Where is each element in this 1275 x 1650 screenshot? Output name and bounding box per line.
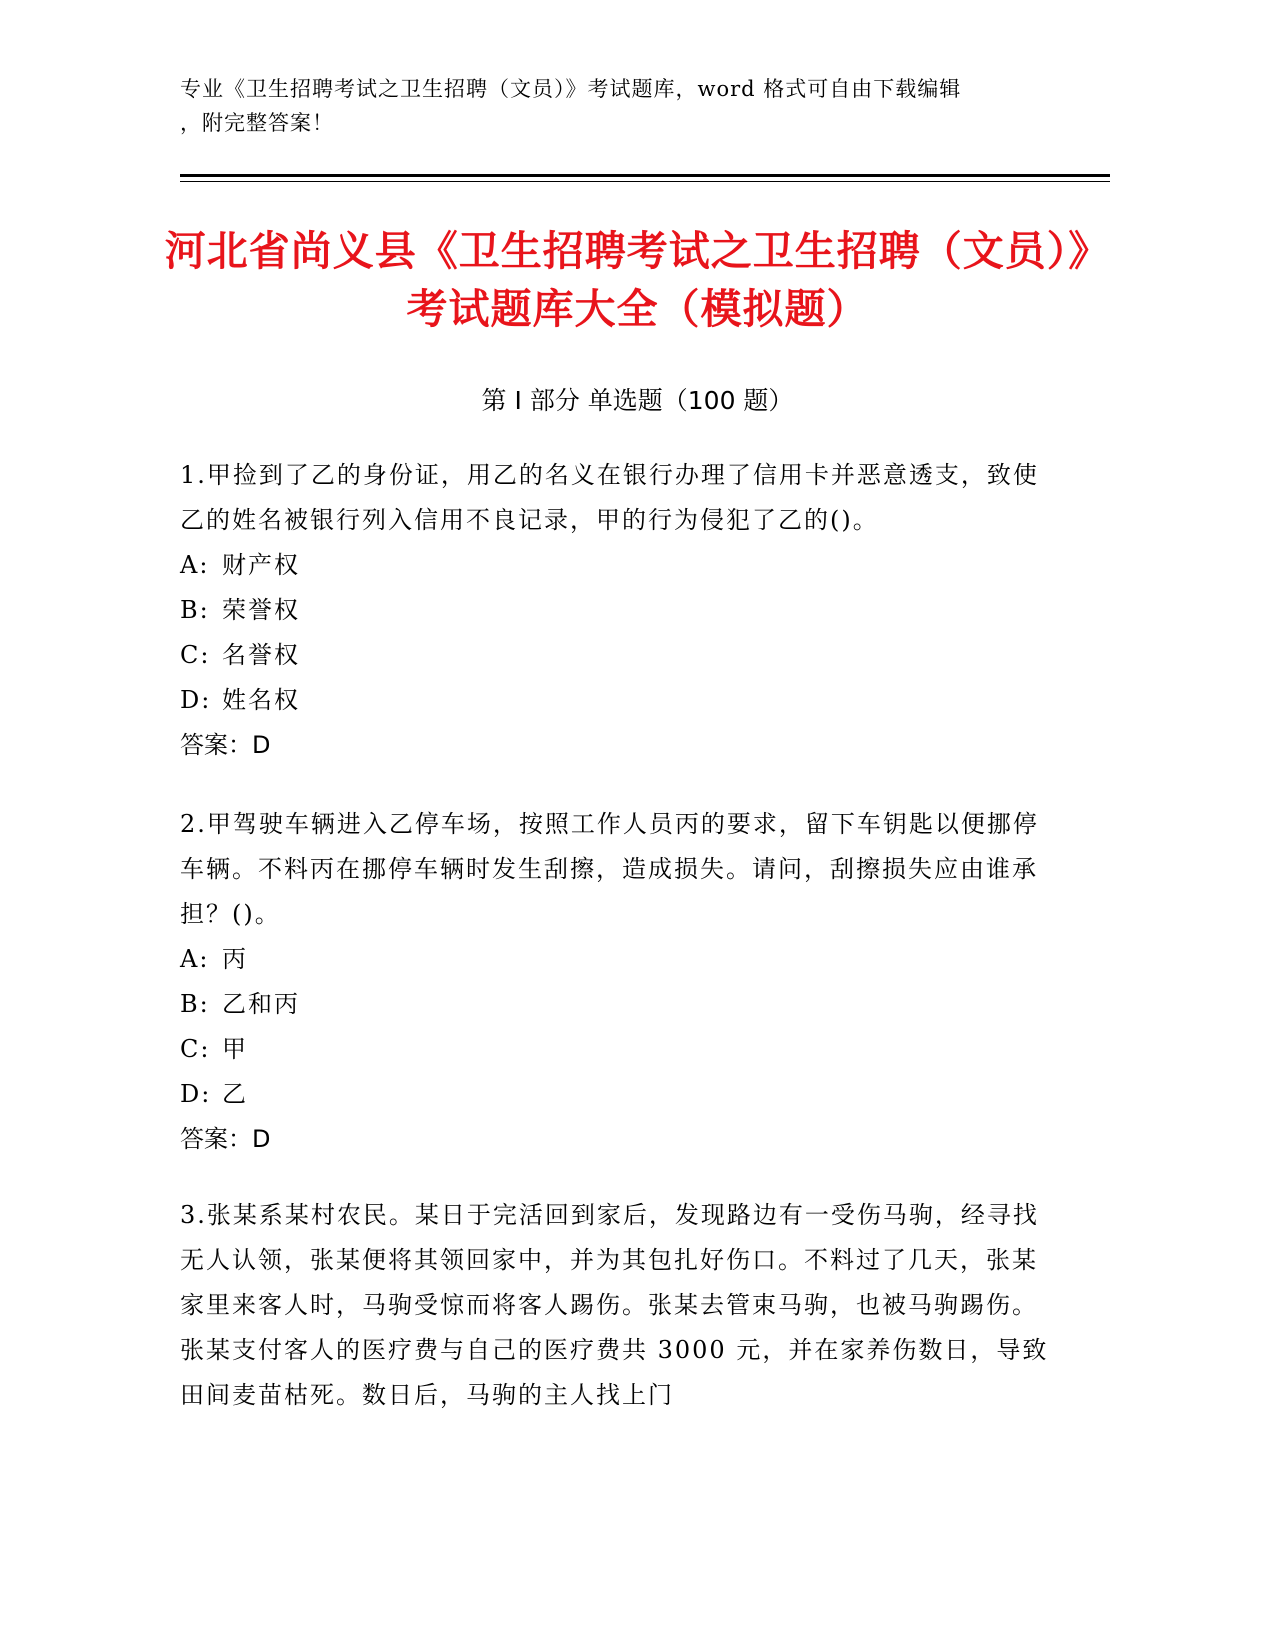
option-letter: D: (180, 686, 212, 714)
option-text: 甲 (222, 1035, 248, 1063)
option-letter: A: (180, 551, 210, 579)
header-divider-thin (180, 181, 1110, 182)
option-text: 荣誉权 (222, 596, 300, 624)
option-a (180, 543, 1060, 588)
option-letter: B: (180, 990, 210, 1018)
option-text: 乙 (222, 1080, 248, 1108)
option-d (180, 1072, 1060, 1117)
option-text: 丙 (222, 945, 248, 973)
answer: 答案：D (180, 1125, 271, 1153)
question-stem: 2.甲驾驶车辆进入乙停车场，按照工作人员丙的要求，留下车钥匙以便挪停车辆。不料丙在挪停车辆时发生刮擦，造成损失。请问，刮擦损失应由谁承担？()。 (180, 810, 1039, 928)
option-text: 姓名权 (222, 686, 300, 714)
document-title: 河北省尚义县《卫生招聘考试之卫生招聘（文员）》考试题库大全（模拟题） (164, 227, 1111, 333)
option-letter: C: (180, 1035, 211, 1063)
header-note: 专业《卫生招聘考试之卫生招聘（文员）》考试题库，word 格式可自由下载编辑 ，附完整答案！ (180, 77, 962, 135)
question-stem: 3.张某系某村农民。某日于完活回到家后，发现路边有一受伤马驹，经寻找无人认领，张某便将其领回家中，并为其包扎好伤口。不料过了几天，张某家里来客人时，马驹受惊而将客人踢伤。张某去管束马驹，也被马驹踢伤。张某支付客人的医疗费与自己的医疗费共 3000 元，并在家养伤数日，导致田间麦苗枯死。数日后，马驹的主人找上门 (180, 1201, 1049, 1409)
question-3 (180, 1193, 1060, 1418)
option-b (180, 982, 1060, 1027)
option-letter: A: (180, 945, 210, 973)
section-heading: 第 I 部分 单选题（100 题） (481, 386, 794, 415)
option-b (180, 588, 1060, 633)
header-divider (180, 174, 1110, 177)
option-text: 乙和丙 (222, 990, 300, 1018)
question-2 (180, 802, 1060, 1162)
option-text: 名誉权 (222, 641, 300, 669)
answer: 答案：D (180, 731, 271, 759)
option-text: 财产权 (222, 551, 300, 579)
question-stem: 1.甲捡到了乙的身份证，用乙的名义在银行办理了信用卡并恶意透支，致使乙的姓名被银行列入信用不良记录，甲的行为侵犯了乙的()。 (180, 461, 1039, 534)
option-a (180, 937, 1060, 982)
option-letter: B: (180, 596, 210, 624)
option-d (180, 678, 1060, 723)
option-c (180, 1027, 1060, 1072)
option-c (180, 633, 1060, 678)
option-letter: D: (180, 1080, 212, 1108)
option-letter: C: (180, 641, 211, 669)
question-1 (180, 453, 1060, 768)
